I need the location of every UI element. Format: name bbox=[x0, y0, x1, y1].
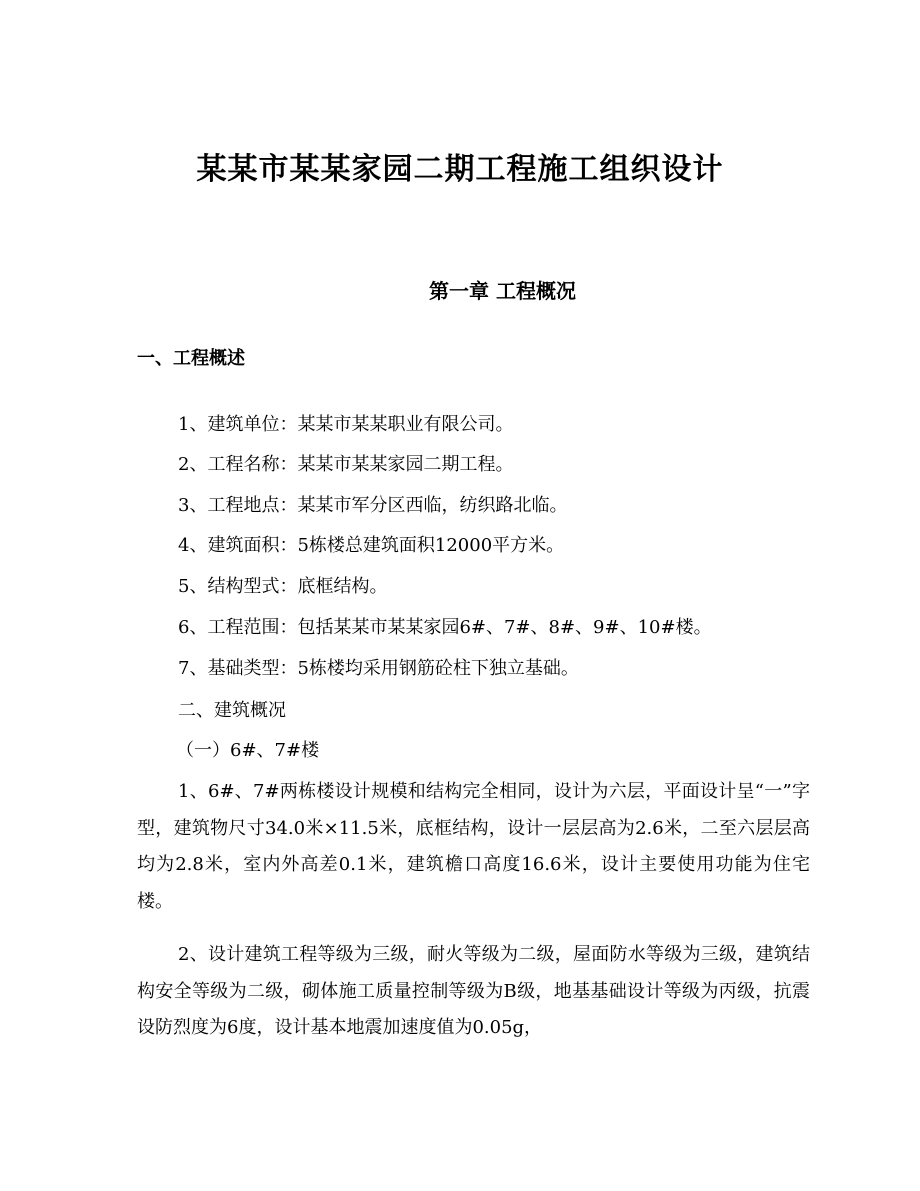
overview-item-location: 3、工程地点：某某市军分区西临，纺织路北临。 bbox=[178, 495, 568, 516]
section-heading-building: 二、建筑概况 bbox=[178, 700, 286, 721]
overview-item-structure: 5、结构型式：底框结构。 bbox=[178, 576, 388, 597]
overview-item-project-name: 2、工程名称：某某市某某家园二期工程。 bbox=[178, 454, 514, 475]
chapter-heading: 第一章 工程概况 bbox=[429, 279, 576, 303]
paragraph-building-scale: 1、6#、7#两栋楼设计规模和结构完全相同，设计为六层，平面设计呈“一”字型，建筑物尺寸34.0米×11.5米，底框结构，设计一层层高为2.6米，二至六层层高均为2.8米，室内外高差0.1米，建筑檐口高度16.6米，设计主要使用功能为住宅楼。 bbox=[137, 781, 810, 912]
overview-item-scope: 6、工程范围：包括某某市某某家园6#、7#、8#、9#、10#楼。 bbox=[178, 617, 712, 638]
paragraph-building-grade: 2、设计建筑工程等级为三级，耐火等级为二级，屋面防水等级为三级，建筑结构安全等级为二级，砌体施工质量控制等级为B级，地基基础设计等级为丙级，抗震设防烈度为6度，设计基本地震加速度值为0.05g， bbox=[137, 944, 810, 1038]
overview-item-builder: 1、建筑单位：某某市某某职业有限公司。 bbox=[178, 414, 514, 435]
overview-item-foundation: 7、基础类型：5栋楼均采用钢筋砼柱下独立基础。 bbox=[178, 658, 579, 679]
overview-item-area: 4、建筑面积：5栋楼总建筑面积12000平方米。 bbox=[178, 535, 565, 556]
subsection-heading: （一）6#、7#楼 bbox=[176, 740, 320, 761]
document-title: 某某市某某家园二期工程施工组织设计 bbox=[196, 152, 724, 187]
section-heading-overview: 一、工程概述 bbox=[137, 348, 245, 369]
